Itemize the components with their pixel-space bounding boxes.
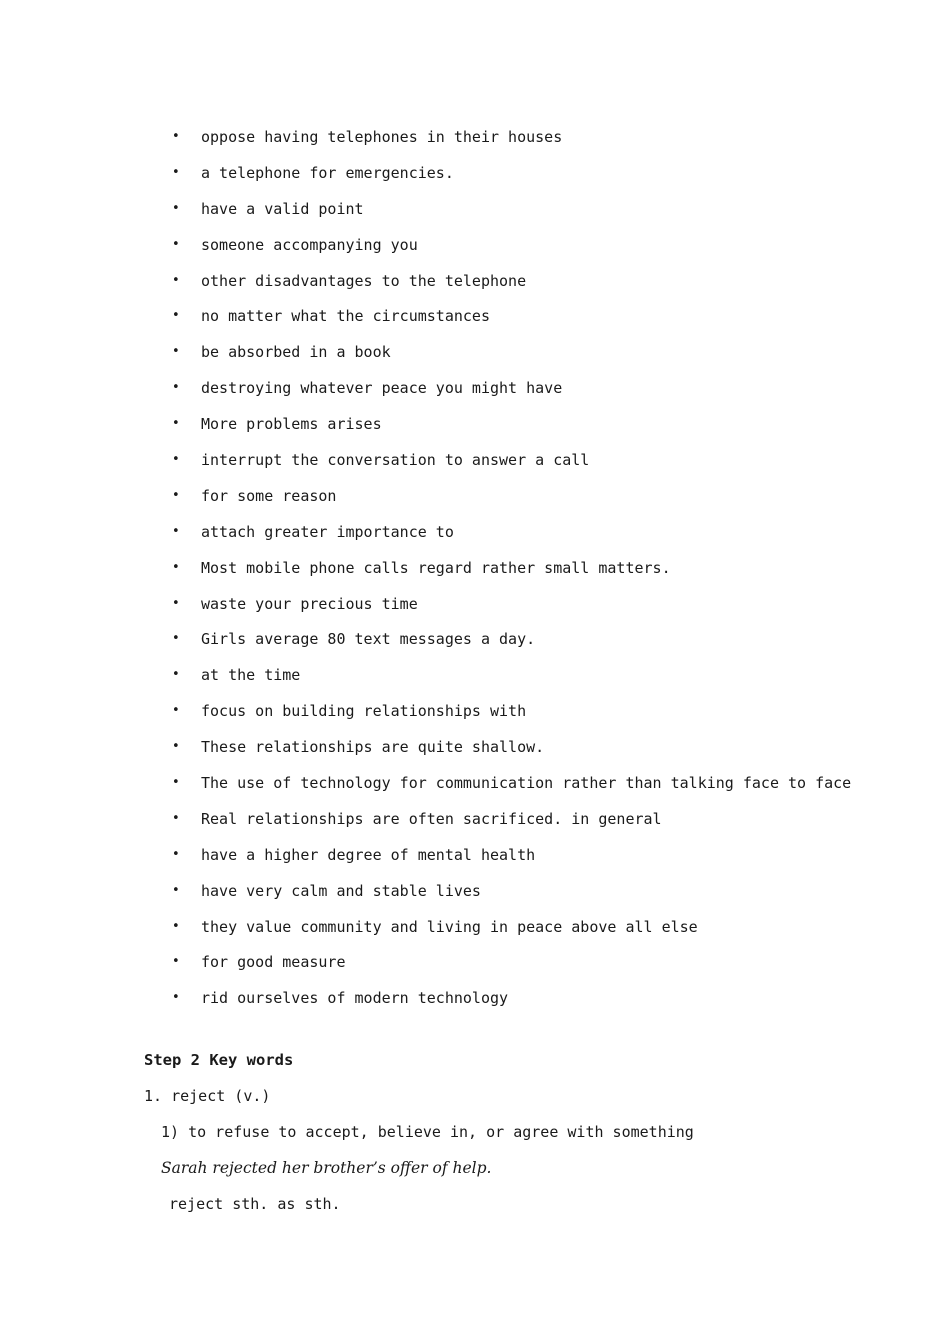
list-item xyxy=(170,412,930,448)
phrase-text: they value community and living in peace above all else xyxy=(201,917,698,936)
phrase-text: The use of technology for communication rather than talking face to face xyxy=(201,774,852,793)
list-item xyxy=(170,807,930,843)
list-item xyxy=(170,843,930,879)
list-item xyxy=(170,699,930,735)
list-item xyxy=(170,663,930,699)
phrase-text: interrupt the conversation to answer a call xyxy=(201,451,590,470)
bullet-icon: • xyxy=(172,129,180,144)
bullet-icon: • xyxy=(172,631,180,647)
phrase-text: other disadvantages to the telephone xyxy=(201,271,527,290)
phrase-text: waste your precious time xyxy=(201,594,418,613)
list-item xyxy=(170,986,930,1022)
bullet-icon: • xyxy=(172,200,180,216)
bullet-icon: • xyxy=(172,918,180,934)
list-item xyxy=(170,376,930,412)
phrase-text: focus on building relationships with xyxy=(201,702,527,721)
list-item xyxy=(170,269,930,305)
phrase-text: Girls average 80 text messages a day. xyxy=(201,630,536,649)
list-item xyxy=(170,950,930,986)
phrase-text: for some reason xyxy=(201,486,337,505)
list-item xyxy=(170,556,930,592)
keyword-definition: 1) to refuse to accept, believe in, or agree with something xyxy=(161,1123,694,1141)
bullet-icon: • xyxy=(172,272,180,288)
phrase-text: have very calm and stable lives xyxy=(201,881,481,900)
bullet-icon: • xyxy=(172,703,180,719)
phrase-text: Most mobile phone calls regard rather small matters. xyxy=(201,558,671,577)
phrase-text: rid ourselves of modern technology xyxy=(201,989,509,1008)
list-item xyxy=(170,304,930,340)
step2-heading: Step 2 Key words xyxy=(144,1051,294,1069)
bullet-icon: • xyxy=(172,990,180,1006)
phrase-list xyxy=(170,125,930,1022)
usage-pattern: reject sth. as sth. xyxy=(169,1195,341,1213)
list-item xyxy=(170,161,930,197)
bullet-icon: • xyxy=(172,559,180,575)
phrase-text: someone accompanying you xyxy=(201,235,418,254)
phrase-text: at the time xyxy=(201,666,301,685)
bullet-icon: • xyxy=(172,523,180,539)
bullet-icon: • xyxy=(172,846,180,862)
list-item xyxy=(170,125,930,161)
phrase-text: attach greater importance to xyxy=(201,522,454,541)
list-item xyxy=(170,340,930,376)
example-sentence: Sarah rejected her brother’s offer of help. xyxy=(161,1159,492,1177)
bullet-icon: • xyxy=(172,667,180,683)
phrase-text: These relationships are quite shallow. xyxy=(201,738,545,757)
bullet-icon: • xyxy=(172,308,180,324)
list-item xyxy=(170,915,930,951)
list-item xyxy=(170,484,930,520)
phrase-text: have a higher degree of mental health xyxy=(201,845,536,864)
bullet-icon: • xyxy=(172,416,180,432)
list-item xyxy=(170,520,930,556)
list-item xyxy=(170,771,930,807)
list-item xyxy=(170,592,930,628)
phrase-text: be absorbed in a book xyxy=(201,343,391,362)
phrase-text: Real relationships are often sacrificed. in general xyxy=(201,809,662,828)
phrase-text: have a valid point xyxy=(201,199,364,218)
bullet-icon: • xyxy=(172,954,180,970)
phrase-text: destroying whatever peace you might have xyxy=(201,379,563,398)
bullet-icon: • xyxy=(172,882,180,898)
bullet-icon: • xyxy=(172,164,180,180)
bullet-icon: • xyxy=(172,380,180,396)
bullet-icon: • xyxy=(172,487,180,503)
list-item xyxy=(170,233,930,269)
list-item xyxy=(170,735,930,771)
list-item xyxy=(170,448,930,484)
bullet-icon: • xyxy=(172,236,180,252)
bullet-icon: • xyxy=(172,344,180,360)
list-item xyxy=(170,197,930,233)
phrase-text: a telephone for emergencies. xyxy=(201,163,454,182)
bullet-icon: • xyxy=(172,810,180,826)
list-item xyxy=(170,627,930,663)
keyword-entry: 1. reject (v.) xyxy=(144,1087,271,1105)
list-item xyxy=(170,879,930,915)
bullet-icon: • xyxy=(172,739,180,755)
bullet-icon: • xyxy=(172,452,180,468)
bullet-icon: • xyxy=(172,775,180,791)
phrase-text: oppose having telephones in their houses xyxy=(201,128,563,146)
phrase-text: no matter what the circumstances xyxy=(201,307,490,326)
phrase-text: for good measure xyxy=(201,953,346,972)
bullet-icon: • xyxy=(172,595,180,611)
phrase-text: More problems arises xyxy=(201,415,382,434)
